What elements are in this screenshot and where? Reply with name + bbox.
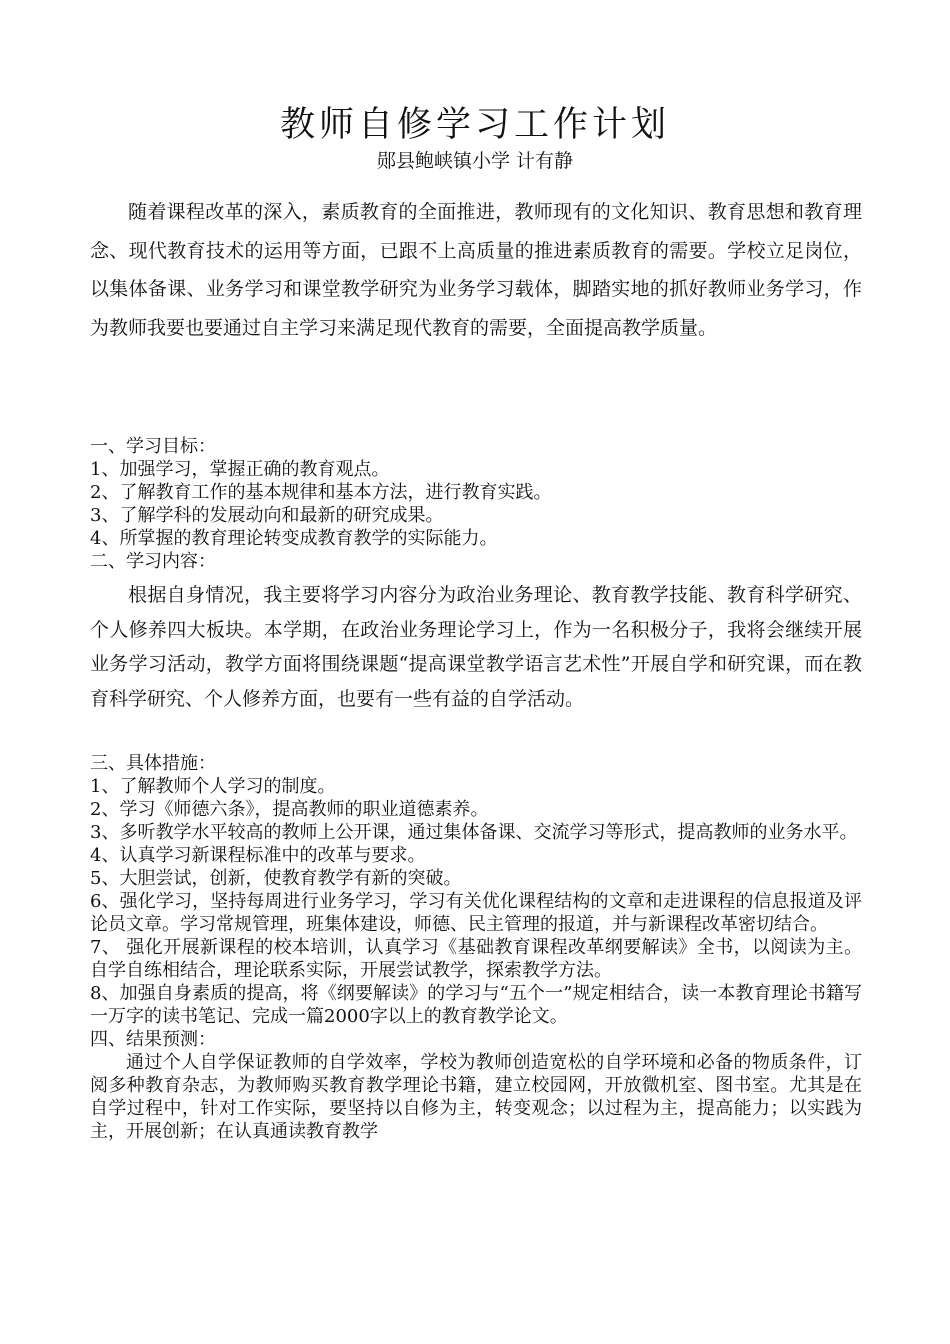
list-item: 1、了解教师个人学习的制度。 bbox=[90, 776, 336, 797]
list-item: 4、所掌握的教育理论转变成教育教学的实际能力。 bbox=[90, 528, 498, 549]
list-item: 3、了解学科的发展动向和最新的研究成果。 bbox=[90, 505, 444, 526]
section-measures bbox=[90, 752, 862, 1143]
intro-paragraph: 随着课程改革的深入，素质教育的全面推进，教师现有的文化知识、教育思想和教育理念、现代教育技术的运用等方面，已跟不上高质量的推进素质教育的需要。学校立足岗位，以集体备课、业务学习和课堂教学研究为业务学习载体，脚踏实地的抓好教师业务学习，作为教师我要也要通过自主学习来满足现代教育的需要，全面提高教学质量。 bbox=[90, 201, 862, 339]
list-item: 7、 强化开展新课程的校本培训，认真学习《基础教育课程改革纲要解读》全书，以阅读为主。自学自练相结合，理论联系实际，开展尝试教学，探索教学方法。 bbox=[90, 937, 862, 981]
list-item: 6、强化学习，坚持每周进行业务学习，学习有关优化课程结构的文章和走进课程的信息报道及评论员文章。学习常规管理，班集体建设，师德、民主管理的报道，并与新课程改革密切结合。 bbox=[90, 891, 862, 935]
section-heading: 三、具体措施： bbox=[90, 753, 216, 774]
content-paragraph: 根据自身情况，我主要将学习内容分为政治业务理论、教育教学技能、教育科学研究、个人修养四大板块。本学期，在政治业务理论学习上，作为一名积极分子，我将会继续开展业务学习活动，教学方面将围绕课题“提高课堂教学语言艺术性”开展自学和研究课，而在教育科学研究、个人修养方面，也要有一些有益的自学活动。 bbox=[90, 584, 862, 710]
document-title: 教师自修学习工作计划 bbox=[279, 105, 670, 145]
list-item: 1、加强学习，掌握正确的教育观点。 bbox=[90, 459, 390, 480]
list-item: 5、大胆尝试，创新，使教育教学有新的突破。 bbox=[90, 868, 462, 889]
list-item: 2、了解教育工作的基本规律和基本方法，进行教育实践。 bbox=[90, 482, 552, 503]
author-line: 郧县鲍峡镇小学 计有静 bbox=[376, 150, 574, 172]
section-heading: 四、结果预测： bbox=[90, 1029, 216, 1050]
section-heading: 一、学习目标： bbox=[90, 436, 216, 457]
section-heading: 二、学习内容： bbox=[90, 551, 216, 572]
forecast-paragraph: 通过个人自学保证教师的自学效率，学校为教师创造宽松的自学环境和必备的物质条件，订阅多种教育杂志，为教师购买教育教学理论书籍，建立校园网，开放微机室、图书室。尤其是在自学过程中，针对工作实际，要坚持以自修为主，转变观念；以过程为主，提高能力；以实践为主，开展创新；在认真通读教育教学 bbox=[90, 1052, 862, 1142]
section-goals bbox=[90, 435, 862, 573]
list-item: 4、认真学习新课程标准中的改革与要求。 bbox=[90, 845, 426, 866]
list-item: 3、多听教学水平较高的教师上公开课，通过集体备课、交流学习等形式，提高教师的业务水平。 bbox=[90, 822, 858, 843]
list-item: 8、加强自身素质的提高，将《纲要解读》的学习与“五个一”规定相结合，读一本教育理论书籍写一万字的读书笔记、完成一篇2000字以上的教育教学论文。 bbox=[90, 983, 862, 1027]
list-item: 2、学习《师德六条》，提高教师的职业道德素养。 bbox=[90, 799, 489, 820]
